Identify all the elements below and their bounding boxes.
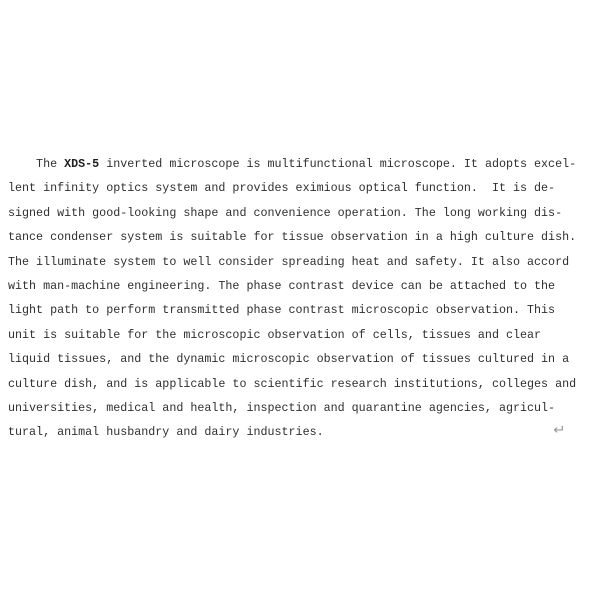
- text-line: [8, 152, 592, 176]
- paragraph-return-icon: ↵: [553, 423, 566, 438]
- text-line: The illuminate system to well consider spreading heat and safety. It also accord: [8, 254, 570, 269]
- text-line: liquid tissues, and the dynamic microscopic observation of tissues cultured in a: [8, 352, 570, 367]
- text-line: tance condenser system is suitable for tissue observation in a high culture dish.: [8, 230, 577, 245]
- text-line: signed with good-looking shape and convenience operation. The long working dis-: [8, 205, 563, 220]
- document-paragraph: [8, 152, 592, 445]
- text-line-prefix: The: [8, 157, 65, 171]
- text-line-suffix: inverted microscope is multifunctional microscope. It adopts excel-: [99, 157, 577, 171]
- text-line: with man-machine engineering. The phase contrast device can be attached to the: [8, 278, 556, 293]
- model-name-bold: XDS-5: [64, 157, 100, 171]
- text-line: tural, animal husbandry and dairy industries.: [8, 425, 324, 440]
- text-line: culture dish, and is applicable to scientific research institutions, colleges and: [8, 376, 577, 391]
- text-line: universities, medical and health, inspection and quarantine agencies, agricul-: [8, 400, 556, 415]
- text-line: unit is suitable for the microscopic observation of cells, tissues and clear: [8, 327, 542, 342]
- text-line: lent infinity optics system and provides eximious optical function. It is de-: [8, 181, 556, 196]
- text-line: light path to perform transmitted phase contrast microscopic observation. This: [8, 303, 556, 318]
